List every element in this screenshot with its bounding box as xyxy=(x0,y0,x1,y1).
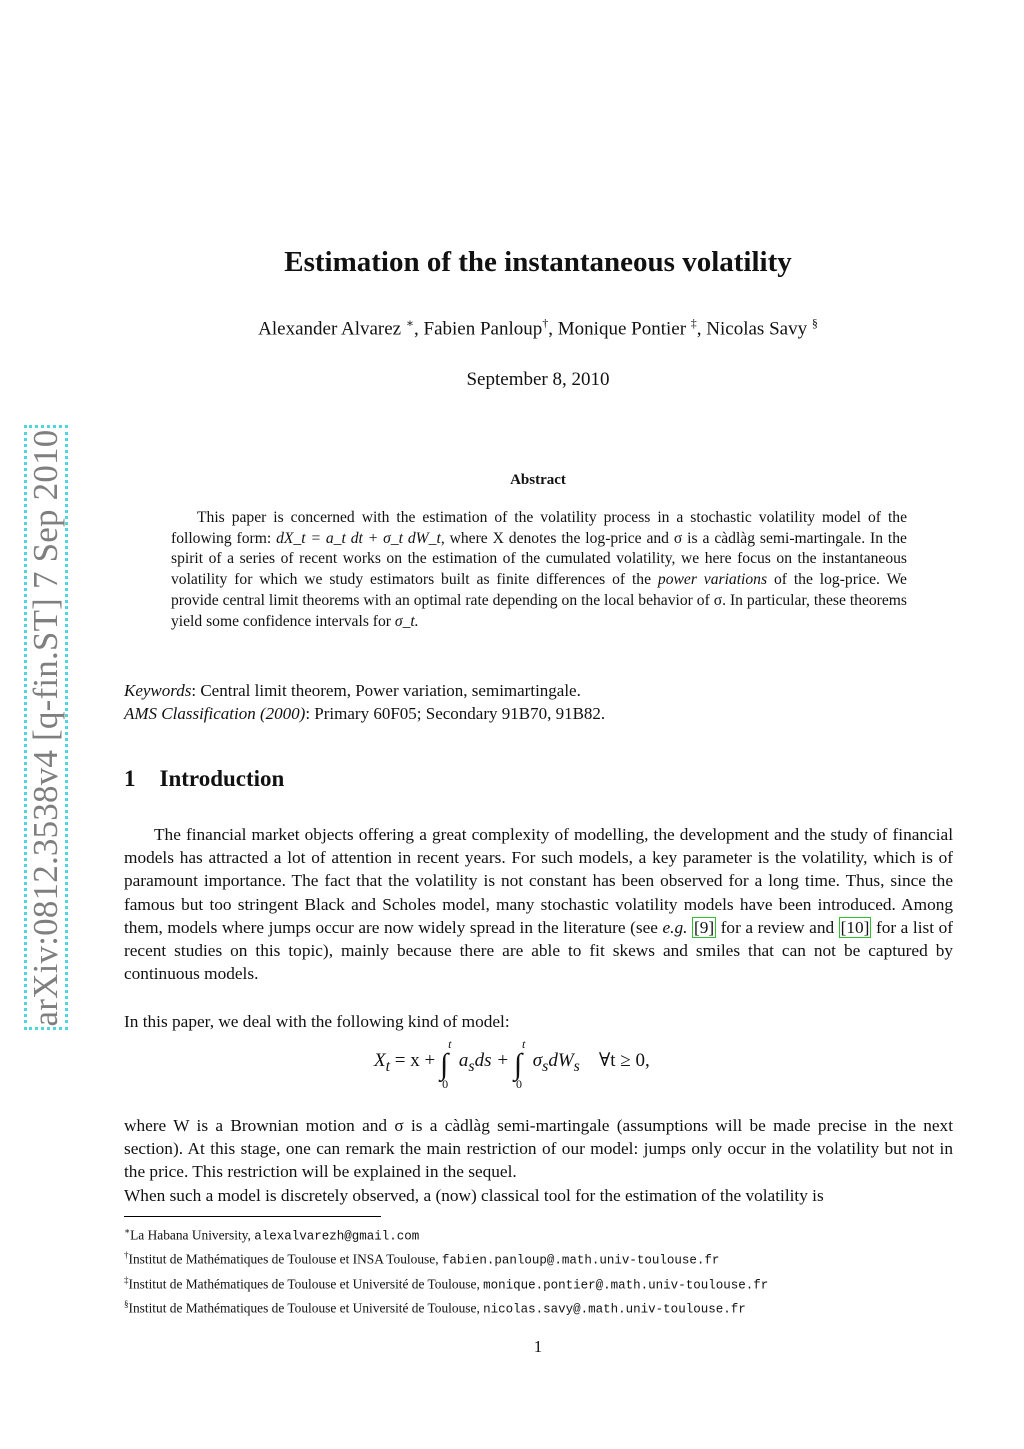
author-mark: § xyxy=(811,316,818,330)
paragraph-text: for a review and xyxy=(716,917,839,937)
arxiv-id: arXiv:0812.3538v4 [q-fin.ST] 7 Sep 2010 xyxy=(26,429,65,1026)
footnote-mark: ‡ xyxy=(124,1274,129,1285)
eq-subscript: s xyxy=(468,1057,475,1075)
eq-limit: t xyxy=(448,1037,452,1051)
integral-limits xyxy=(442,1037,454,1091)
keywords-label: Keywords xyxy=(124,681,192,700)
section-heading xyxy=(124,766,284,792)
eq-condition: ∀t ≥ 0, xyxy=(598,1050,650,1071)
footnotes xyxy=(124,1222,1004,1320)
author-name: Nicolas Savy xyxy=(706,318,808,340)
eq-subscript: s xyxy=(542,1057,549,1075)
abstract-formula: σ_t. xyxy=(394,612,419,630)
eq-text: = x + xyxy=(390,1050,440,1071)
footnote-rule xyxy=(124,1216,381,1217)
author-name: Monique Pontier xyxy=(557,318,687,340)
citation-link[interactable]: [9] xyxy=(693,917,715,937)
author-mark: ‡ xyxy=(690,316,697,330)
author-list: Alexander Alvarez ∗, Fabien Panloup†, Monique Pontier ‡, Nicolas Savy § xyxy=(258,316,818,340)
section-number: 1 xyxy=(124,766,136,791)
footnote-text: Institut de Mathématiques de Toulouse et INSA Toulouse, xyxy=(128,1251,442,1267)
eq-limit: 0 xyxy=(442,1077,449,1091)
paragraph-text: for a list of recent studies on this topic), mainly because there are able to fit skews and smiles that can not be captured by continuous models. xyxy=(124,917,953,984)
integral-limits xyxy=(516,1037,528,1091)
abstract-emphasis: power variations xyxy=(657,571,768,589)
author-mark: † xyxy=(542,316,549,330)
abstract-text: This paper is concerned with the estimation of the volatility process in a stochastic volatility model of the following form: xyxy=(171,509,907,547)
footnote-email[interactable]: fabien.panloup@.math.univ-toulouse.fr xyxy=(441,1253,720,1268)
footnote-mark: † xyxy=(124,1250,129,1261)
abstract-body xyxy=(171,508,907,632)
ams-label: AMS Classification (2000) xyxy=(124,704,306,723)
eq-limit: 0 xyxy=(516,1077,523,1091)
eq-subscript: s xyxy=(573,1057,580,1075)
abstract-text: , where X denotes the log-price and σ is a càdlàg semi-martingale. In the spirit of a series of recent works on the estimation of the cumulated volatility, we here focus on the instantaneous volatility for which we study estimators built as finite differences of the xyxy=(171,529,907,589)
footnote-text: Institut de Mathématiques de Toulouse et Université de Toulouse, xyxy=(128,1276,484,1292)
abstract-text: of the log-price. We provide central limit theorems with an optimal rate depending on the local behavior of σ. In particular, these theorems yield some confidence intervals for xyxy=(171,571,907,630)
model-equation xyxy=(374,1037,650,1091)
eq-text: ds + xyxy=(474,1050,514,1071)
keywords-text: : Central limit theorem, Power variation, semimartingale. xyxy=(191,681,581,700)
eq-subscript: t xyxy=(385,1057,391,1075)
model-intro-paragraph: In this paper, we deal with the following kind of model: xyxy=(124,1012,510,1031)
ams-text: : Primary 60F05; Secondary 91B70, 91B82. xyxy=(305,704,606,723)
page-number: 1 xyxy=(533,1337,543,1356)
integral-sign: ∫ xyxy=(439,1048,449,1081)
footnote-email[interactable]: nicolas.savy@.math.univ-toulouse.fr xyxy=(483,1302,746,1317)
eq-limit: t xyxy=(522,1037,526,1051)
abstract-heading: Abstract xyxy=(510,472,566,488)
keywords-block xyxy=(124,679,605,725)
author-name: Alexander Alvarez xyxy=(258,318,402,340)
eq-symbol: dW xyxy=(548,1050,574,1071)
footnote-mark: ∗ xyxy=(124,1226,131,1236)
author-name: Fabien Panloup xyxy=(423,318,543,340)
intro-paragraph xyxy=(124,823,953,985)
ams-line xyxy=(124,702,605,725)
arxiv-stamp xyxy=(24,425,68,1030)
model-description-paragraph: where W is a Brownian motion and σ is a càdlàg semi-martingale (assumptions will be made precise in the next section). At this stage, one can remark the main restriction of our model: jumps only occur in the volatility but not in the price. This restriction will be explained in the sequel. xyxy=(124,1116,953,1182)
citation-link[interactable]: [10] xyxy=(840,917,870,937)
paragraph-emphasis: e.g. xyxy=(662,917,688,937)
footnote-text: La Habana University, xyxy=(130,1227,255,1243)
paper-date: September 8, 2010 xyxy=(466,369,610,390)
section-title: Introduction xyxy=(159,766,285,791)
footnote-mark: § xyxy=(124,1299,129,1310)
continuation-paragraph: When such a model is discretely observed, a (now) classical tool for the estimation of the volatility is xyxy=(124,1186,824,1205)
abstract-formula: dX_t = a_t dt + σ_t dW_t xyxy=(276,529,441,547)
footnote-email[interactable]: alexalvarezh@gmail.com xyxy=(254,1229,420,1244)
footnote xyxy=(124,1222,1004,1246)
footnote xyxy=(124,1295,1004,1319)
keywords-line xyxy=(124,679,605,702)
integral-sign: ∫ xyxy=(513,1048,523,1081)
paper-title: Estimation of the instantaneous volatility xyxy=(284,246,792,278)
eq-symbol: X xyxy=(374,1050,386,1071)
eq-symbol: σ xyxy=(532,1050,543,1071)
author-mark: ∗ xyxy=(405,316,415,330)
footnote xyxy=(124,1246,1004,1270)
footnote-text: Institut de Mathématiques de Toulouse et Université de Toulouse, xyxy=(128,1300,484,1316)
eq-symbol: a xyxy=(458,1050,469,1071)
footnote-email[interactable]: monique.pontier@.math.univ-toulouse.fr xyxy=(483,1278,769,1293)
footnote xyxy=(124,1271,1004,1295)
paragraph-text: The financial market objects offering a great complexity of modelling, the development and the study of financial models has attracted a lot of attention in recent years. For such models, a key parameter is the volatility, which is of paramount importance. The fact that the volatility is not constant has been observed for a long time. Thus, since the famous but too stringent Black and Scholes model, many stochastic volatility models have been introduced. Among them, models where jumps occur are now widely spread in the literature (see xyxy=(124,825,953,937)
